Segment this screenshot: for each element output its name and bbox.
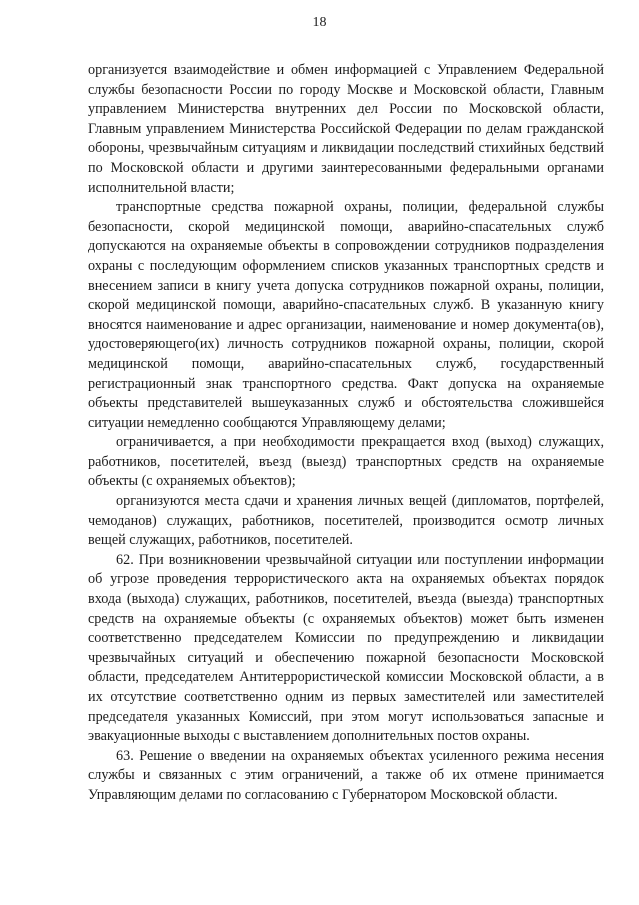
document-body	[88, 61, 604, 806]
paragraph-interaction: организуется взаимодействие и обмен информацией с Управлением Федеральной службы безопасности России по городу Москве и Московской области, Главным управлением Министерства внутренних дел России по Московской области, Главным управлением Министерства Российской Федерации по делам гражданской обороны, чрезвычайным ситуациям и ликвидации последствий стихийных бедствий по Московской области и другими заинтересованными федеральными органами исполнительной власти;	[88, 62, 604, 196]
paragraph-63: 63. Решение о введении на охраняемых объектах усиленного режима несения службы и связанных с этим ограничений, а также об их отмене принимается Управляющим делами по согласованию с Губернатором Московской области.	[88, 747, 604, 803]
page-number: 18	[312, 15, 327, 30]
paragraph-emergency-vehicles: транспортные средства пожарной охраны, полиции, федеральной службы безопасности, скорой медицинской помощи, аварийно-спасательных служб допускаются на охраняемые объекты в сопровождении сотрудников подразделения охраны с последующим оформлением списков указанных транспортных средств и внесением записи в книгу учета допуска сотрудников пожарной охраны, полиции, скорой медицинской помощи, аварийно-спасательных служб. В указанную книгу вносятся наименование и адрес организации, наименование и номер документа(ов), удостоверяющего(их) личность сотрудников пожарной охраны, полиции, скорой медицинской помощи, аварийно-спасательных служб, государственный регистрационный знак транспортного средства. Факт допуска на охраняемые объекты представителей вышеуказанных служб и обстоятельства сложившейся ситуации немедленно сообщаются Управляющему делами;	[88, 199, 604, 431]
paragraph-storage: организуются места сдачи и хранения личных вещей (дипломатов, портфелей, чемоданов) служащих, работников, посетителей, производится осмотр личных вещей служащих, работников, посетителей.	[88, 493, 604, 549]
paragraph-62: 62. При возникновении чрезвычайной ситуации или поступлении информации об угрозе проведения террористического акта на охраняемых объектах порядок входа (выхода) служащих, работников, посетителей, въезда (выезда) транспортных средств на охраняемые объекты (с охраняемых объектов) может быть изменен соответственно председателем Комиссии по предупреждению и ликвидации чрезвычайных ситуаций и обеспечению пожарной безопасности Московской области, председателем Антитеррористической комиссии Московской области, а в их отсутствие соответственно одним из первых заместителей или заместителей председателя указанных Комиссий, при этом могут использоваться запасные и эвакуационные выходы с выставлением дополнительных постов охраны.	[88, 551, 604, 745]
paragraph-restriction: ограничивается, а при необходимости прекращается вход (выход) служащих, работников, посетителей, въезд (выезд) транспортных средств на охраняемые объекты (с охраняемых объектов);	[88, 434, 604, 490]
